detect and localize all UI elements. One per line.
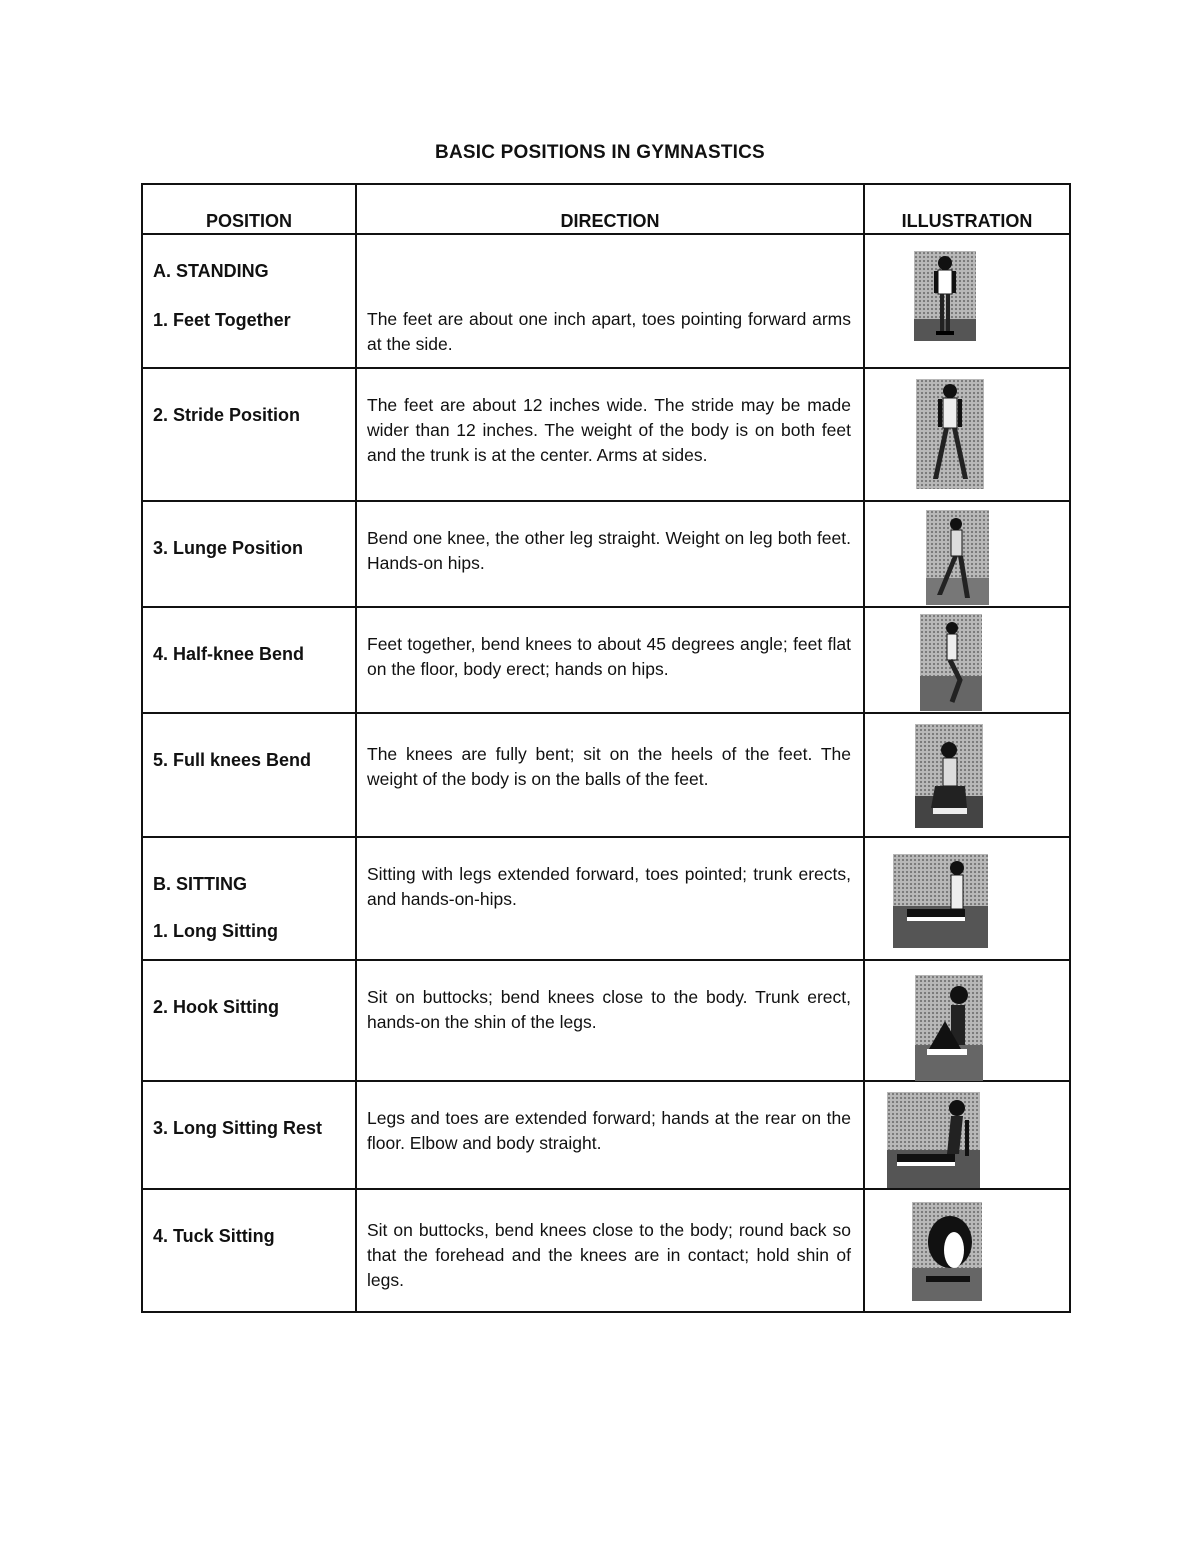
- tuck-sitting-photo: [912, 1202, 982, 1301]
- direction-text: Bend one knee, the other leg straight. Weight on leg both feet. Hands-on hips.: [367, 528, 851, 573]
- direction-text: Sit on buttocks; bend knees close to the body. Trunk erect, hands-on the shin of the legs.: [367, 987, 851, 1032]
- half-knee-bend-photo: [920, 614, 982, 711]
- hook-sitting-photo: [915, 975, 983, 1081]
- direction-cell: [356, 1189, 864, 1312]
- position-cell: [142, 1081, 356, 1189]
- position-name: 5. Full knees Bend: [153, 750, 312, 770]
- direction-text: The feet are about 12 inches wide. The stride may be made wider than 12 inches. The weight of the body is on both feet and the trunk is at the center. Arms at sides.: [367, 395, 851, 465]
- direction-cell: [356, 713, 864, 837]
- position-name: 3. Long Sitting Rest: [153, 1118, 322, 1138]
- position-name: 1. Long Sitting: [153, 921, 278, 941]
- standing-feet-together-photo: [914, 251, 976, 341]
- table-row: [142, 1189, 1070, 1312]
- illustration-cell: [864, 501, 1070, 607]
- illustration-cell: [864, 234, 1070, 368]
- table-row: [142, 837, 1070, 960]
- position-name: 2. Hook Sitting: [153, 997, 279, 1017]
- position-cell: [142, 234, 356, 368]
- page-title: BASIC POSITIONS IN GYMNASTICS: [435, 142, 765, 163]
- position-cell: [142, 368, 356, 501]
- full-knees-bend-photo: [915, 724, 983, 828]
- illustration-cell: [864, 837, 1070, 960]
- direction-cell: [356, 368, 864, 501]
- position-cell: [142, 960, 356, 1081]
- illustration-cell: [864, 1189, 1070, 1312]
- lunge-position-photo: [926, 510, 989, 605]
- header-illustration: ILLUSTRATION: [864, 184, 1070, 234]
- table-row: [142, 960, 1070, 1081]
- position-cell: [142, 837, 356, 960]
- position-cell: [142, 1189, 356, 1312]
- table-row: [142, 501, 1070, 607]
- illustration-cell: [864, 607, 1070, 713]
- table-row: [142, 713, 1070, 837]
- direction-cell: [356, 607, 864, 713]
- illustration-cell: [864, 960, 1070, 1081]
- direction-text: Sit on buttocks, bend knees close to the body; round back so that the forehead and the knees are in contact; hold shin of legs.: [367, 1220, 851, 1290]
- direction-text: Legs and toes are extended forward; hands at the rear on the floor. Elbow and body straight.: [367, 1108, 851, 1153]
- direction-text: The knees are fully bent; sit on the heels of the feet. The weight of the body is on the balls of the feet.: [367, 744, 851, 789]
- position-name: 4. Tuck Sitting: [153, 1226, 275, 1246]
- header-position: POSITION: [142, 184, 356, 234]
- direction-text: Sitting with legs extended forward, toes pointed; trunk erects, and hands-on-hips.: [367, 864, 851, 909]
- header-direction: DIRECTION: [356, 184, 864, 234]
- direction-cell: [356, 960, 864, 1081]
- illustration-cell: [864, 1081, 1070, 1189]
- table-row: [142, 607, 1070, 713]
- long-sitting-photo: [893, 854, 988, 948]
- table-row: [142, 234, 1070, 368]
- section-heading-standing: A. STANDING: [153, 261, 269, 281]
- section-heading-sitting: B. SITTING: [153, 874, 247, 894]
- position-name: 1. Feet Together: [153, 310, 291, 330]
- direction-cell: [356, 501, 864, 607]
- positions-table: [141, 183, 1071, 1313]
- illustration-cell: [864, 368, 1070, 501]
- table-row: [142, 368, 1070, 501]
- position-name: 2. Stride Position: [153, 405, 301, 425]
- direction-text: The feet are about one inch apart, toes pointing forward arms at the side.: [367, 309, 851, 354]
- direction-cell: [356, 234, 864, 368]
- direction-cell: [356, 837, 864, 960]
- table-header-row: [142, 184, 1070, 234]
- direction-cell: [356, 1081, 864, 1189]
- position-cell: [142, 607, 356, 713]
- position-name: 4. Half-knee Bend: [153, 644, 305, 664]
- position-name: 3. Lunge Position: [153, 538, 304, 558]
- table-row: [142, 1081, 1070, 1189]
- stride-position-photo: [916, 379, 984, 489]
- position-cell: [142, 713, 356, 837]
- long-sitting-rest-photo: [887, 1092, 980, 1188]
- position-cell: [142, 501, 356, 607]
- illustration-cell: [864, 713, 1070, 837]
- direction-text: Feet together, bend knees to about 45 degrees angle; feet flat on the floor, body erect; hands on hips.: [367, 634, 851, 679]
